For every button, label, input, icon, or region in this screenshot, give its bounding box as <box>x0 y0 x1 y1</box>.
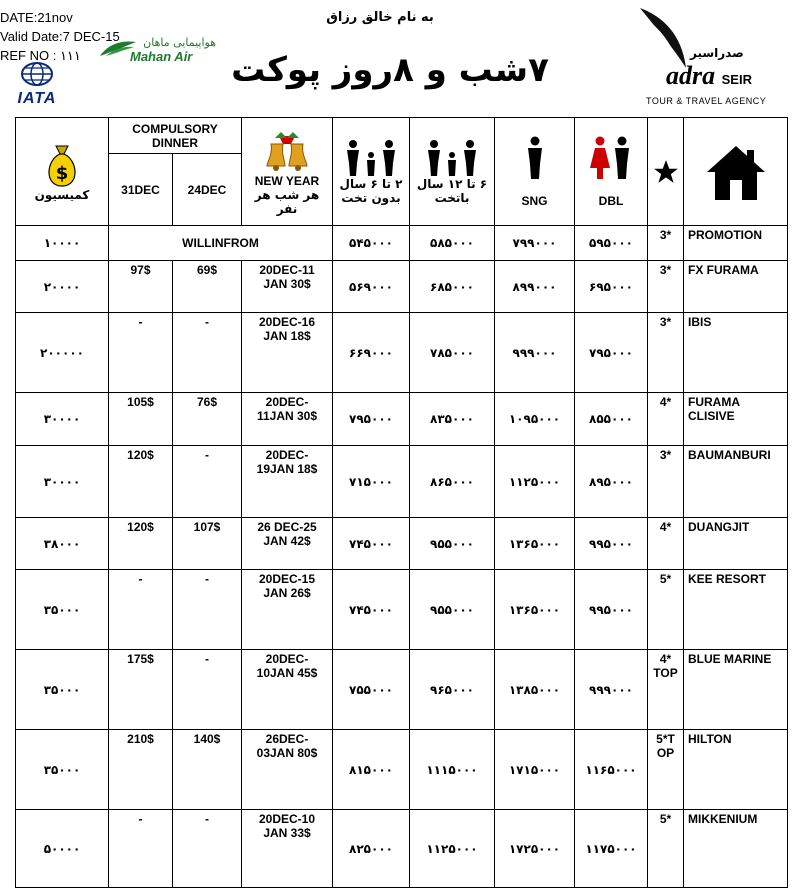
mahan-fa-text: هواپیمایی ماهان <box>143 36 216 49</box>
child-6-12-price: ۹۵۵۰۰۰ <box>410 518 495 570</box>
mahan-en-text: Mahan Air <box>130 49 193 64</box>
sng-price: ۷۹۹۰۰۰ <box>495 226 575 261</box>
child-6-12-price: ۸۳۵۰۰۰ <box>410 393 495 446</box>
child-2-6-price: ۸۱۵۰۰۰ <box>333 730 410 810</box>
col-child-2-6 <box>333 118 410 226</box>
dinner-31dec: - <box>109 313 173 393</box>
hotel-name: KEE RESORT <box>684 570 788 650</box>
dbl-price: ۷۹۵۰۰۰ <box>575 313 648 393</box>
star-rating: 3* <box>648 313 684 393</box>
new-year-fa-label: هر شب هر نفر <box>254 187 320 216</box>
hotel-name: IBIS <box>684 313 788 393</box>
commission-cell: ۳۸۰۰۰ <box>16 518 109 570</box>
star-rating: 4* TOP <box>648 650 684 730</box>
sng-price: ۸۹۹۰۰۰ <box>495 261 575 313</box>
sng-price: ۱۷۱۵۰۰۰ <box>495 730 575 810</box>
new-year-period: 20DEC-16 JAN 18$ <box>242 313 333 393</box>
hotel-name: DUANGJIT <box>684 518 788 570</box>
hotel-name: BAUMANBURI <box>684 446 788 518</box>
star-rating: 4* <box>648 393 684 446</box>
child-2-6-price: ۶۶۹۰۰۰ <box>333 313 410 393</box>
dbl-price: ۶۹۵۰۰۰ <box>575 261 648 313</box>
dbl-price: ۸۵۵۰۰۰ <box>575 393 648 446</box>
new-year-period: 20DEC-11 JAN 30$ <box>242 261 333 313</box>
child-2-6-price: ۷۴۵۰۰۰ <box>333 518 410 570</box>
dinner-24dec: 107$ <box>173 518 242 570</box>
child-6-12-price: ۹۵۵۰۰۰ <box>410 570 495 650</box>
sng-price: ۱۱۲۵۰۰۰ <box>495 446 575 518</box>
table-row <box>16 650 788 730</box>
money-bag-icon <box>42 142 82 188</box>
ref-line: REF NO : ١١١ <box>0 48 81 63</box>
col-child-6-12 <box>410 118 495 226</box>
new-year-period: 20DEC-10 JAN 33$ <box>242 810 333 888</box>
sadra-brand-name: adra <box>666 61 716 90</box>
dinner-31dec: 120$ <box>109 518 173 570</box>
dbl-price: ۹۹۵۰۰۰ <box>575 518 648 570</box>
child-2-6-price: ۵۶۹۰۰۰ <box>333 261 410 313</box>
hotel-name: FURAMA CLISIVE <box>684 393 788 446</box>
new-year-period: 20DEC- 11JAN 30$ <box>242 393 333 446</box>
child-2-6-price: ۵۴۵۰۰۰ <box>333 226 410 261</box>
sng-price: ۱۳۶۵۰۰۰ <box>495 518 575 570</box>
child-2-6-sub-label: بدون تخت <box>341 190 401 205</box>
dinner-31dec: - <box>109 570 173 650</box>
table-row <box>16 393 788 446</box>
sng-price: ۱۳۸۵۰۰۰ <box>495 650 575 730</box>
commission-cell: ۲۰۰۰۰ <box>16 261 109 313</box>
col-sng <box>495 118 575 226</box>
star-rating: 3* <box>648 226 684 261</box>
dbl-price: ۹۹۹۰۰۰ <box>575 650 648 730</box>
col-31dec: 31DEC <box>109 154 173 226</box>
child-6-12-price: ۱۱۲۵۰۰۰ <box>410 810 495 888</box>
commission-cell: ۳۵۰۰۰ <box>16 730 109 810</box>
col-24dec: 24DEC <box>173 154 242 226</box>
new-year-period: 26DEC- 03JAN 80$ <box>242 730 333 810</box>
blessing-text: به نام خالق رزاق <box>326 10 434 25</box>
sadra-fa-text: صدراسیر <box>690 46 744 60</box>
col-commission <box>16 118 109 226</box>
table-row <box>16 810 788 888</box>
child-6-12-price: ۱۱۱۵۰۰۰ <box>410 730 495 810</box>
date-line: DATE:21nov <box>0 10 73 25</box>
house-icon <box>703 142 769 202</box>
child-2-6-price: ۷۱۵۰۰۰ <box>333 446 410 518</box>
star-rating: 3* <box>648 261 684 313</box>
sadra-seir-logo <box>626 6 798 110</box>
child-6-12-price: ۵۸۵۰۰۰ <box>410 226 495 261</box>
rates-table <box>15 117 788 888</box>
new-year-period: 20DEC- 10JAN 45$ <box>242 650 333 730</box>
hotel-name: HILTON <box>684 730 788 810</box>
commission-cell: ۳۵۰۰۰ <box>16 570 109 650</box>
table-row <box>16 518 788 570</box>
dinner-31dec: 120$ <box>109 446 173 518</box>
iata-text: IATA <box>17 90 57 107</box>
commission-cell: ۳۰۰۰۰ <box>16 446 109 518</box>
person-icon <box>525 136 545 180</box>
dbl-price: ۱۱۷۵۰۰۰ <box>575 810 648 888</box>
col-new-year <box>242 118 333 226</box>
christmas-bells-icon <box>261 128 313 174</box>
table-row <box>16 570 788 650</box>
sng-price: ۱۳۶۵۰۰۰ <box>495 570 575 650</box>
commission-label: کمیسیون <box>34 187 90 202</box>
dbl-label: DBL <box>598 193 624 208</box>
child-6-12-label: ۶ تا ۱۲ سال <box>416 176 488 191</box>
commission-cell: ۲۰۰۰۰۰ <box>16 313 109 393</box>
hotel-name: FX FURAMA <box>684 261 788 313</box>
child-2-6-price: ۷۹۵۰۰۰ <box>333 393 410 446</box>
col-dbl <box>575 118 648 226</box>
valid-date-line: Valid Date:7 DEC-15 <box>0 29 120 44</box>
dinner-31dec: 97$ <box>109 261 173 313</box>
commission-cell: ۵۰۰۰۰ <box>16 810 109 888</box>
new-year-period: 20DEC-15 JAN 26$ <box>242 570 333 650</box>
star-icon <box>653 159 679 185</box>
dinner-31dec: 175$ <box>109 650 173 730</box>
sng-price: ۱۰۹۵۰۰۰ <box>495 393 575 446</box>
sadra-seir-text: SEIR <box>721 72 752 87</box>
couple-icon <box>589 136 633 180</box>
col-hotel <box>684 118 788 226</box>
table-row <box>16 261 788 313</box>
col-stars <box>648 118 684 226</box>
commission-cell: ۳۰۰۰۰ <box>16 393 109 446</box>
dinner-24dec: 69$ <box>173 261 242 313</box>
sng-price: ۱۷۲۵۰۰۰ <box>495 810 575 888</box>
hotel-name: MIKKENIUM <box>684 810 788 888</box>
page-title: ۷شب و ۸روز پوکت <box>231 50 549 90</box>
table-row <box>16 730 788 810</box>
table-row <box>16 313 788 393</box>
child-6-12-price: ۶۸۵۰۰۰ <box>410 261 495 313</box>
child-2-6-price: ۷۴۵۰۰۰ <box>333 570 410 650</box>
star-rating: 5* <box>648 810 684 888</box>
dinner-31dec: 105$ <box>109 393 173 446</box>
dinner-24dec: - <box>173 313 242 393</box>
dinner-31dec: 210$ <box>109 730 173 810</box>
star-rating: 5*T OP <box>648 730 684 810</box>
child-2-6-label: ۲ تا ۶ سال <box>339 176 403 191</box>
col-compulsory-dinner: COMPULSORY DINNER <box>109 118 242 154</box>
child-2-6-price: ۷۵۵۰۰۰ <box>333 650 410 730</box>
dbl-price: ۵۹۵۰۰۰ <box>575 226 648 261</box>
sng-price: ۹۹۹۰۰۰ <box>495 313 575 393</box>
child-6-12-price: ۸۶۵۰۰۰ <box>410 446 495 518</box>
new-year-label: NEW YEAR <box>254 173 320 188</box>
sadra-subtitle: TOUR & TRAVEL AGENCY <box>646 96 767 106</box>
dinner-24dec: 140$ <box>173 730 242 810</box>
child-6-12-price: ۹۶۵۰۰۰ <box>410 650 495 730</box>
family-icon <box>424 139 480 177</box>
commission-cell: ۳۵۰۰۰ <box>16 650 109 730</box>
willinfrom-cell: WILLINFROM <box>109 226 333 261</box>
table-row <box>16 446 788 518</box>
dbl-price: ۱۱۶۵۰۰۰ <box>575 730 648 810</box>
new-year-period: 26 DEC-25 JAN 42$ <box>242 518 333 570</box>
star-rating: 5* <box>648 570 684 650</box>
sng-label: SNG <box>521 193 548 208</box>
dinner-31dec: - <box>109 810 173 888</box>
star-rating: 3* <box>648 446 684 518</box>
dbl-price: ۹۹۵۰۰۰ <box>575 570 648 650</box>
family-icon <box>343 139 399 177</box>
dinner-24dec: 76$ <box>173 393 242 446</box>
hotel-name: BLUE MARINE <box>684 650 788 730</box>
child-6-12-price: ۷۸۵۰۰۰ <box>410 313 495 393</box>
dbl-price: ۸۹۵۰۰۰ <box>575 446 648 518</box>
commission-cell: ۱۰۰۰۰ <box>16 226 109 261</box>
svg-text:$: $ <box>55 162 69 184</box>
dinner-24dec: - <box>173 810 242 888</box>
sadra-brand-text <box>666 61 752 91</box>
hotel-name: PROMOTION <box>684 226 788 261</box>
table-row <box>16 226 788 261</box>
dinner-24dec: - <box>173 650 242 730</box>
new-year-period: 20DEC- 19JAN 18$ <box>242 446 333 518</box>
child-2-6-price: ۸۲۵۰۰۰ <box>333 810 410 888</box>
star-rating: 4* <box>648 518 684 570</box>
child-6-12-sub-label: باتخت <box>434 190 470 205</box>
dinner-24dec: - <box>173 570 242 650</box>
dinner-24dec: - <box>173 446 242 518</box>
